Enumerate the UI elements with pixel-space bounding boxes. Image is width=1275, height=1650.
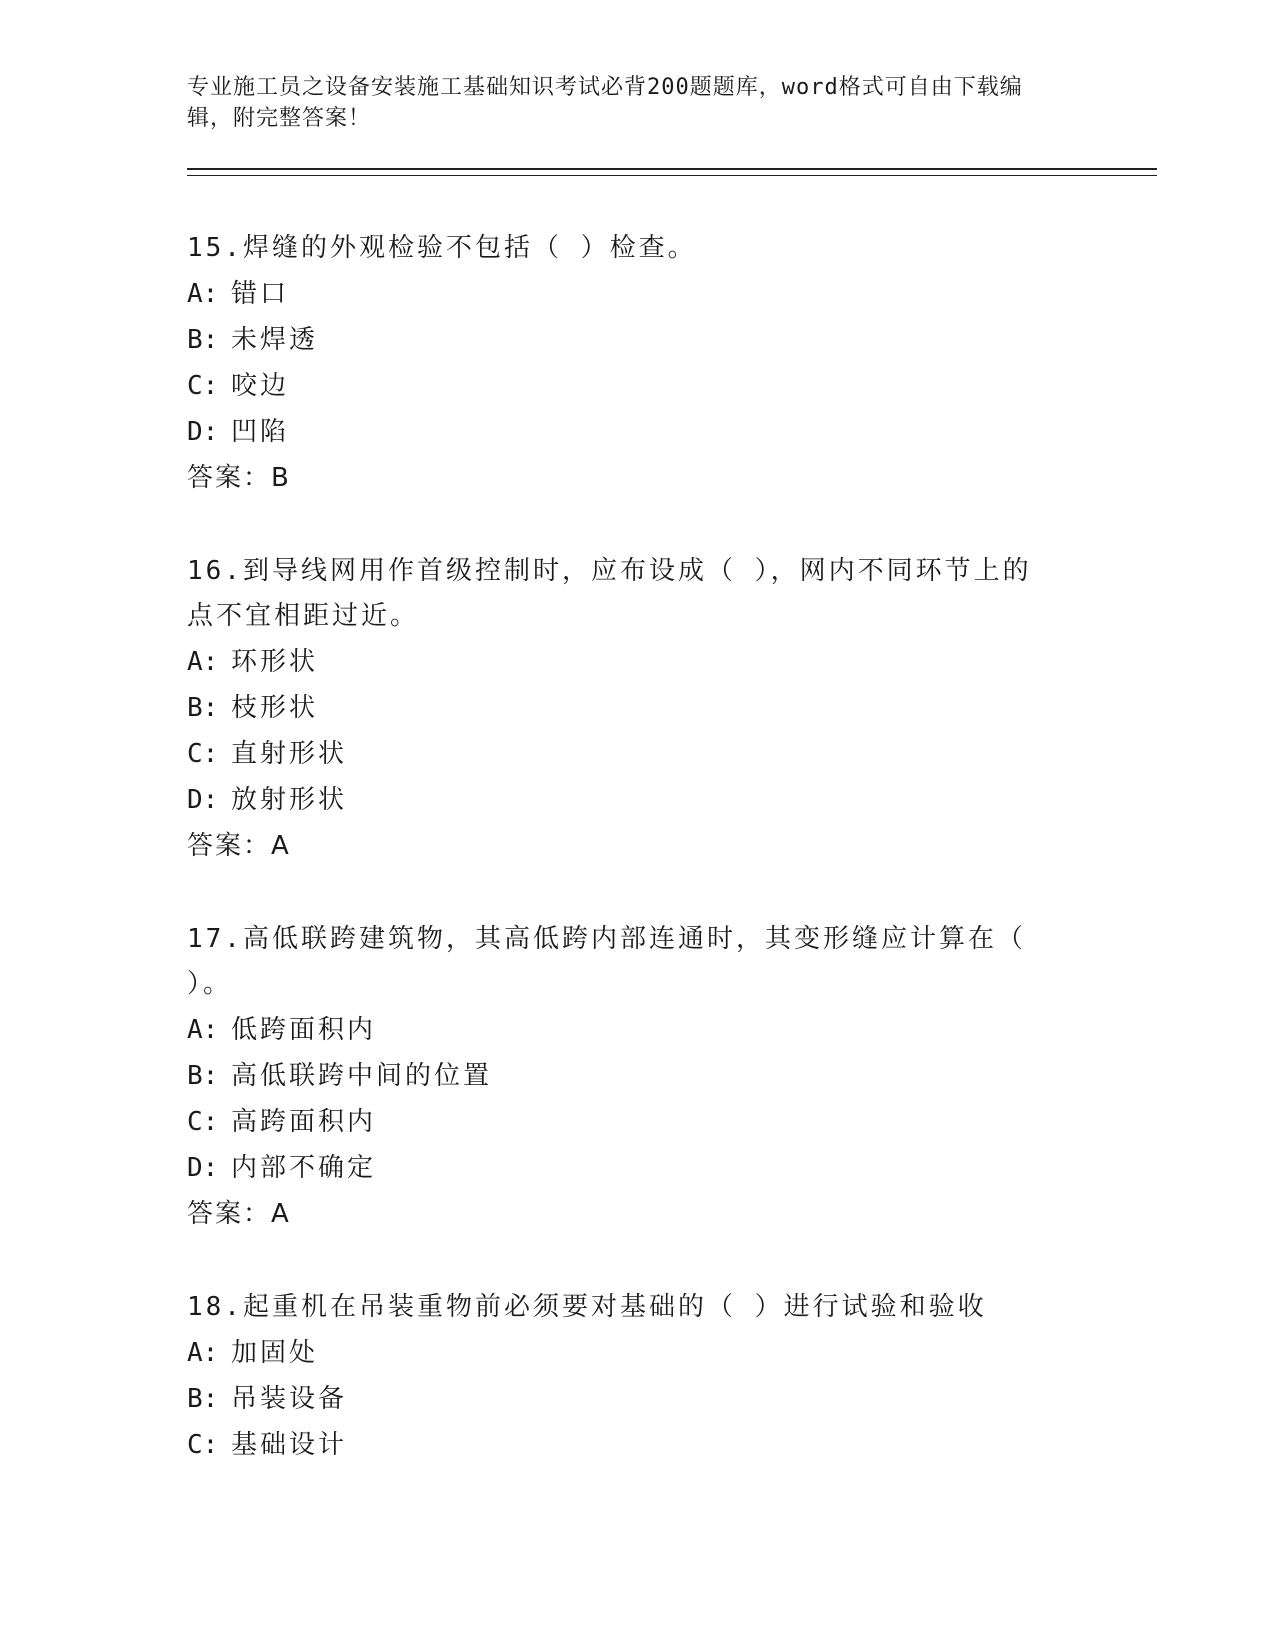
question-text: 焊缝的外观检验不包括（ ）检查。 [242,233,697,263]
document-title: 专业施工员之设备安装施工基础知识考试必背200题题库，word格式可自由下载编辑，附完整答案！ [187,75,1023,131]
option-letter: A: [187,279,219,309]
answer-value: A [271,1199,291,1229]
option-a [187,1330,1157,1376]
option-text: 高低联跨中间的位置 [231,1061,493,1091]
option-text: 环形状 [231,647,319,677]
option-letter: C: [187,1430,219,1460]
option-d [187,777,1157,823]
option-letter: A: [187,647,219,677]
option-letter: C: [187,1107,219,1137]
question-list [187,226,1157,1468]
option-letter: C: [187,371,219,401]
option-text: 枝形状 [231,693,319,723]
question-text: 高低联跨建筑物，其高低跨内部连通时，其变形缝应计算在（ ）。 [187,924,1026,999]
header-divider [187,168,1157,176]
option-d [187,1145,1157,1191]
question-15 [187,226,1157,501]
option-b [187,685,1157,731]
question-17 [187,917,1157,1237]
option-text: 咬边 [231,371,290,401]
option-c [187,1422,1157,1468]
option-d [187,409,1157,455]
question-16 [187,549,1157,869]
option-text: 直射形状 [231,739,348,769]
option-a [187,1007,1157,1053]
option-text: 凹陷 [231,417,290,447]
option-b [187,317,1157,363]
option-a [187,639,1157,685]
question-number: 18. [187,1292,243,1322]
option-text: 低跨面积内 [231,1015,377,1045]
answer-value: A [271,831,291,861]
option-a [187,271,1157,317]
answer-line [187,455,1157,501]
option-text: 基础设计 [231,1430,348,1460]
option-text: 高跨面积内 [231,1107,377,1137]
option-b [187,1376,1157,1422]
answer-line [187,823,1157,869]
option-letter: D: [187,1153,219,1183]
option-letter: D: [187,417,219,447]
option-text: 放射形状 [231,785,348,815]
question-text: 起重机在吊装重物前必须要对基础的（ ）进行试验和验收 [242,1292,987,1322]
option-c [187,731,1157,777]
option-letter: B: [187,1061,219,1091]
question-stem [187,549,1047,639]
option-letter: D: [187,785,219,815]
question-stem [187,1285,1047,1330]
option-text: 加固处 [231,1338,319,1368]
answer-label: 答案： [187,1199,272,1229]
option-letter: C: [187,739,219,769]
question-stem [187,917,1047,1007]
option-letter: A: [187,1338,219,1368]
question-stem [187,226,1047,271]
question-number: 17. [187,924,243,954]
option-text: 错口 [231,279,290,309]
answer-value: B [271,463,291,493]
option-text: 未焊透 [231,325,319,355]
question-text: 到导线网用作首级控制时，应布设成（ ），网内不同环节上的点不宜相距过近。 [187,556,1032,631]
option-letter: B: [187,1384,219,1414]
answer-label: 答案： [187,831,272,861]
document-page [187,72,1157,1516]
answer-label: 答案： [187,463,272,493]
option-letter: B: [187,325,219,355]
question-number: 15. [187,233,243,263]
option-text: 吊装设备 [231,1384,348,1414]
option-c [187,363,1157,409]
answer-line [187,1191,1157,1237]
option-c [187,1099,1157,1145]
option-letter: A: [187,1015,219,1045]
question-18 [187,1285,1157,1468]
option-letter: B: [187,693,219,723]
question-number: 16. [187,556,243,586]
option-text: 内部不确定 [231,1153,377,1183]
option-b [187,1053,1157,1099]
